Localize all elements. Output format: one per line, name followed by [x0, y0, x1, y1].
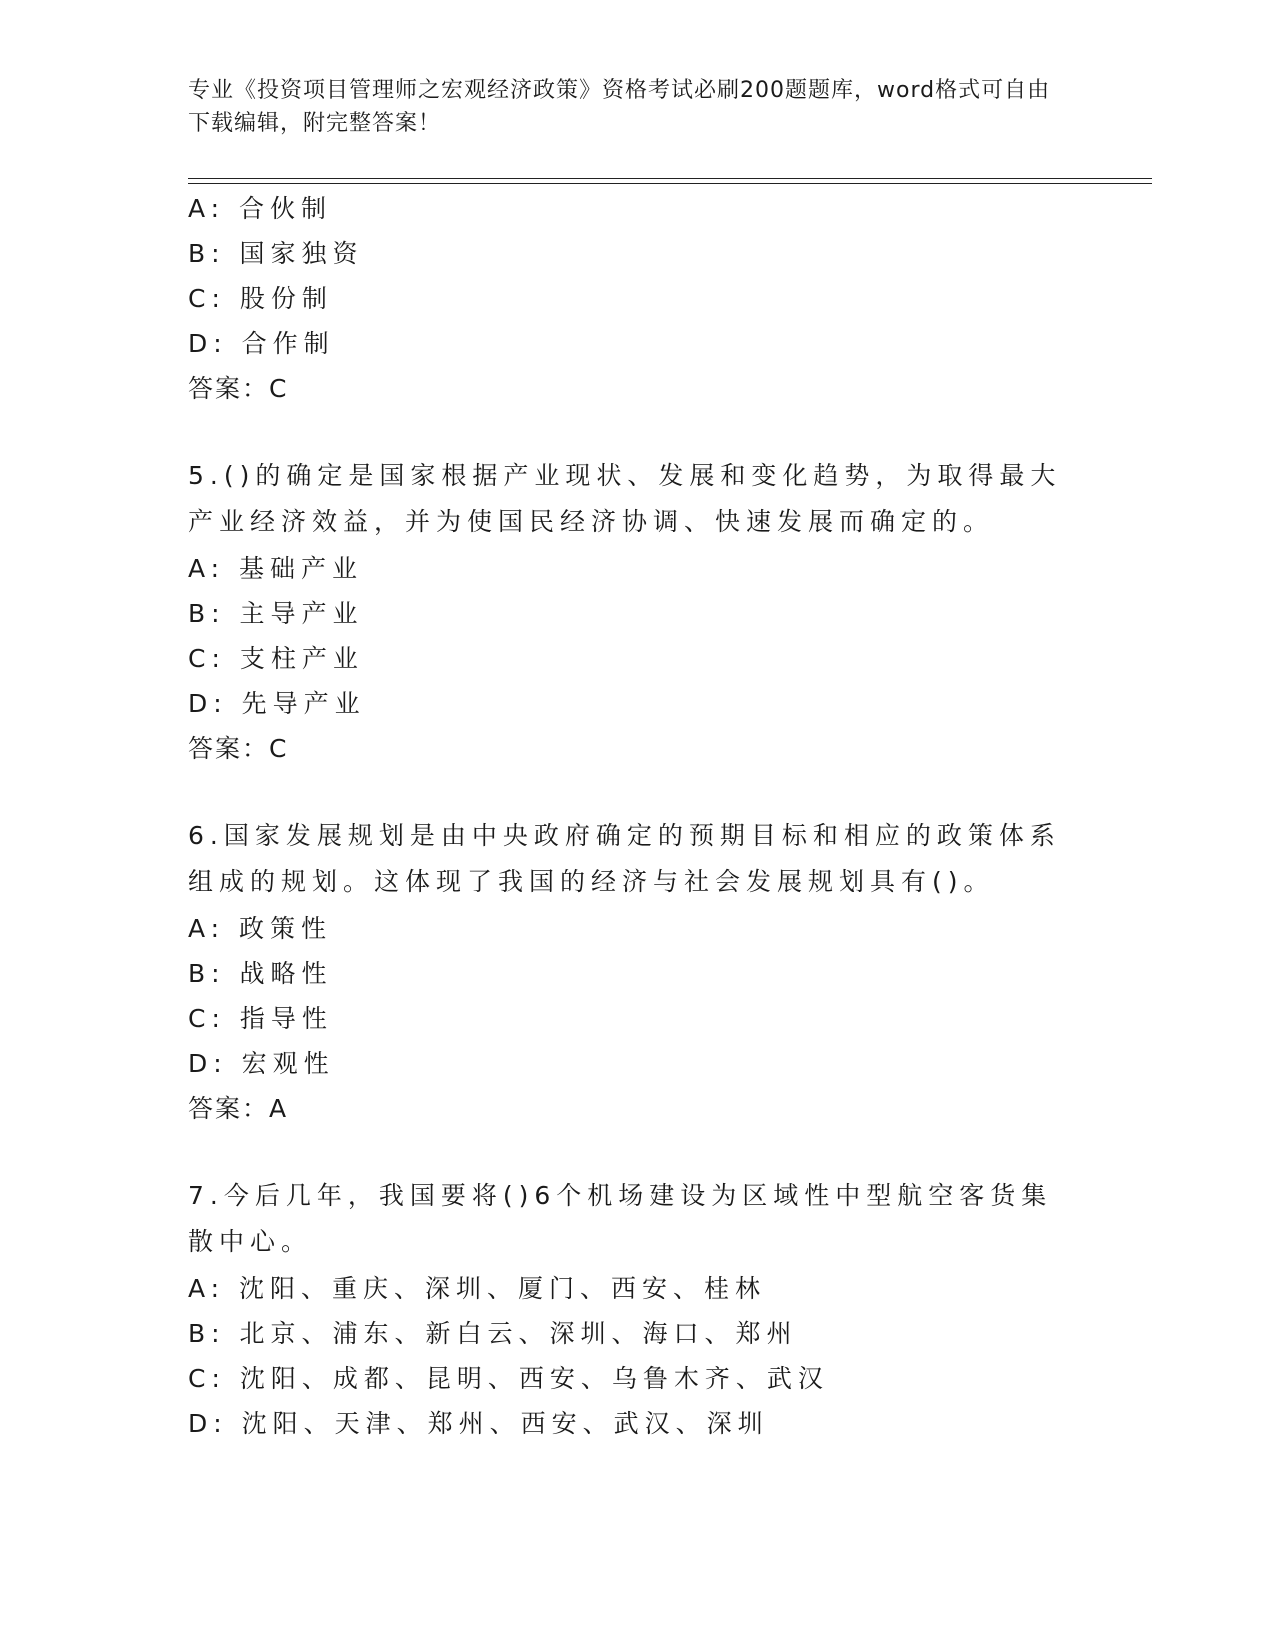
q5-stem: 5.()的确定是国家根据产业现状、发展和变化趋势，为取得最大产业经济效益，并为使国民经济协调、快速发展而确定的。 — [188, 461, 1062, 536]
q4-option-d: D: 合作制 — [188, 329, 335, 358]
q4-option-a: A: 合伙制 — [188, 194, 333, 223]
q7-option-d: D: 沈阳、天津、郑州、西安、武汉、深圳 — [188, 1409, 769, 1438]
q7-option-a: A: 沈阳、重庆、深圳、厦门、西安、桂林 — [188, 1274, 767, 1303]
q5-option-c: C: 支柱产业 — [188, 644, 364, 673]
q6-option-c: C: 指导性 — [188, 1004, 333, 1033]
q4-option-b: B: 国家独资 — [188, 239, 364, 268]
q7-option-c: C: 沈阳、成都、昆明、西安、乌鲁木齐、武汉 — [188, 1364, 829, 1393]
q4-answer: 答案：C — [188, 374, 289, 403]
q5-answer: 答案：C — [188, 734, 289, 763]
q4-option-c: C: 股份制 — [188, 284, 333, 313]
q6-option-a: A: 政策性 — [188, 914, 333, 943]
q6-stem: 6.国家发展规划是由中央政府确定的预期目标和相应的政策体系组成的规划。这体现了我国的经济与社会发展规划具有()。 — [188, 821, 1061, 896]
header-divider-bottom — [188, 183, 1152, 184]
q5-option-b: B: 主导产业 — [188, 599, 364, 628]
q5-option-d: D: 先导产业 — [188, 689, 366, 718]
document-header: 专业《投资项目管理师之宏观经济政策》资格考试必刷200题题库，word格式可自由下载编辑，附完整答案！ — [188, 78, 1051, 136]
q6-option-d: D: 宏观性 — [188, 1049, 335, 1078]
q5-option-a: A: 基础产业 — [188, 554, 364, 583]
q7-stem: 7.今后几年，我国要将()6个机场建设为区域性中型航空客货集散中心。 — [188, 1181, 1053, 1256]
q6-option-b: B: 战略性 — [188, 959, 333, 988]
header-divider-top — [188, 178, 1152, 179]
q6-answer: 答案：A — [188, 1094, 289, 1123]
q7-option-b: B: 北京、浦东、新白云、深圳、海口、郑州 — [188, 1319, 798, 1348]
